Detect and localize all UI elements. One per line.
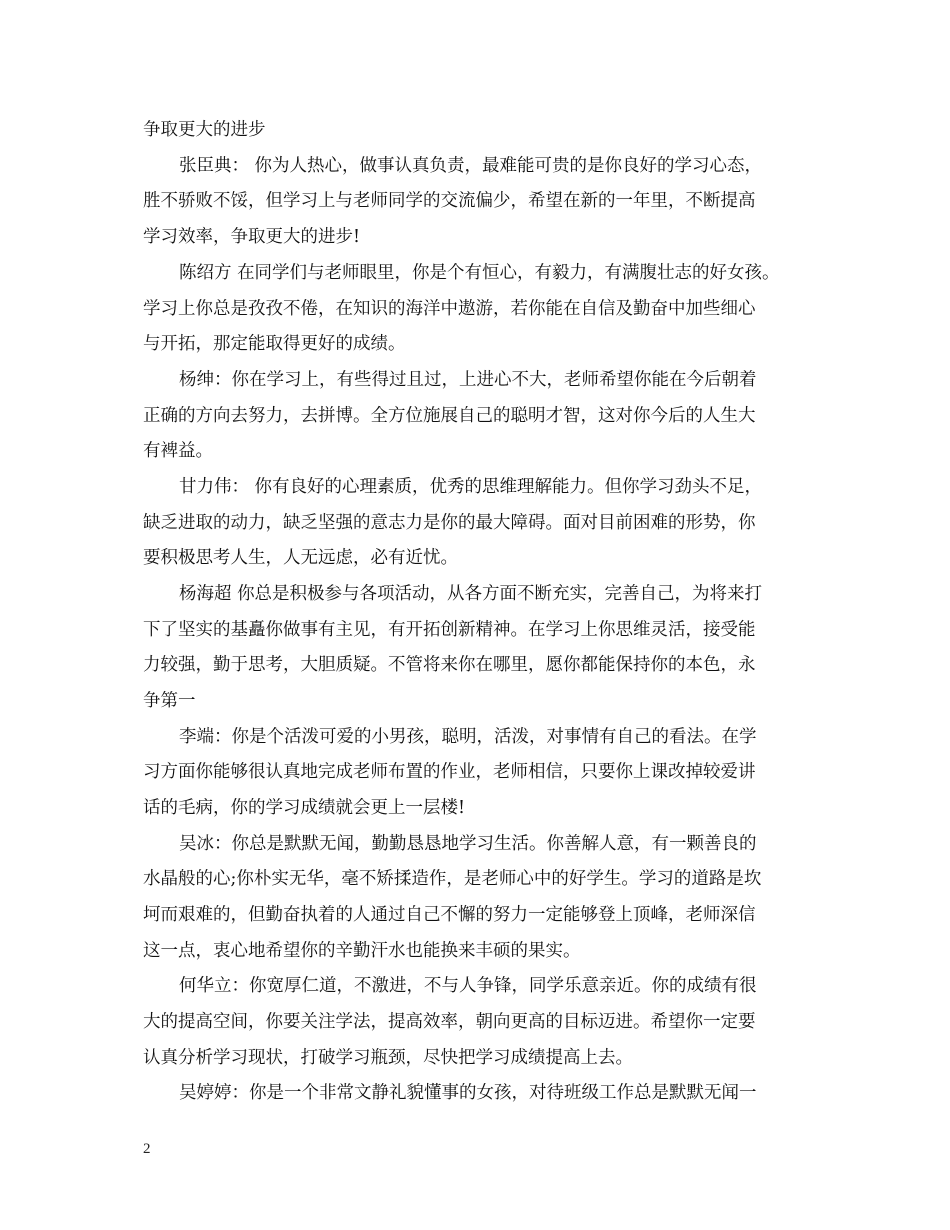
text-line: 杨海超 你总是积极参与各项活动，从各方面不断充实，完善自己，为将来打 <box>179 584 763 604</box>
text-line: 陈绍方 在同学们与老师眼里，你是个有恒心，有毅力，有满腹壮志的好女孩。 <box>179 263 780 283</box>
text-line: 要积极思考人生，人无远虑，必有近忧。 <box>143 548 458 568</box>
text-line: 张臣典： 你为人热心，做事认真负责，最难能可贵的是你良好的学习心态， <box>179 156 763 176</box>
text-line: 何华立：你宽厚仁道，不激进，不与人争锋，同学乐意亲近。你的成绩有很 <box>179 976 757 996</box>
text-line: 大的提高空间，你要关注学法，提高效率，朝向更高的目标迈进。希望你一定要 <box>143 1012 756 1032</box>
text-line: 习方面你能够很认真地完成老师布置的作业，老师相信，只要你上课改掉较爱讲 <box>143 762 756 782</box>
text-line: 认真分析学习现状，打破学习瓶颈，尽快把学习成绩提高上去。 <box>143 1048 633 1068</box>
text-line: 坷而艰难的，但勤奋执着的人通过自己不懈的努力一定能够登上顶峰，老师深信 <box>143 905 756 925</box>
text-line: 争取更大的进步 <box>143 120 266 140</box>
text-line: 这一点，衷心地希望你的辛勤汗水也能换来丰硕的果实。 <box>143 941 581 961</box>
text-line: 胜不骄败不馁，但学习上与老师同学的交流偏少，希望在新的一年里，不断提高 <box>143 191 756 211</box>
page-number: 2 <box>143 1141 151 1157</box>
text-line: 学习效率，争取更大的进步! <box>143 227 361 247</box>
text-line: 有裨益。 <box>143 441 213 461</box>
text-line: 缺乏进取的动力，缺乏坚强的意志力是你的最大障碍。面对目前困难的形势，你 <box>143 513 756 533</box>
text-line: 学习上你总是孜孜不倦，在知识的海洋中遨游，若你能在自信及勤奋中加些细心 <box>143 299 756 319</box>
text-line: 吴冰：你总是默默无闻，勤勤恳恳地学习生活。你善解人意，有一颗善良的 <box>179 834 757 854</box>
text-line: 李端：你是个活泼可爱的小男孩，聪明，活泼，对事情有自己的看法。在学 <box>179 727 757 747</box>
text-line: 甘力伟： 你有良好的心理素质，优秀的思维理解能力。但你学习劲头不足， <box>179 477 763 497</box>
text-line: 正确的方向去努力，去拼博。全方位施展自己的聪明才智，这对你今后的人生大 <box>143 406 756 426</box>
text-line: 与开拓，那定能取得更好的成绩。 <box>143 334 406 354</box>
text-line: 水晶般的心;你朴实无华，毫不矫揉造作，是老师心中的好学生。学习的道路是坎 <box>143 869 762 889</box>
text-line: 力较强，勤于思考，大胆质疑。不管将来你在哪里，愿你都能保持你的本色，永 <box>143 655 756 675</box>
text-line: 杨绅：你在学习上，有些得过且过，上进心不大，老师希望你能在今后朝着 <box>179 370 757 390</box>
text-line: 话的毛病，你的学习成绩就会更上一层楼! <box>143 798 466 818</box>
text-line: 争第一 <box>143 691 196 711</box>
text-line: 下了坚实的基矗你做事有主见，有开拓创新精神。在学习上你思维灵活，接受能 <box>143 620 756 640</box>
text-line: 吴婷婷：你是一个非常文静礼貌懂事的女孩，对待班级工作总是默默无闻一 <box>179 1083 757 1103</box>
